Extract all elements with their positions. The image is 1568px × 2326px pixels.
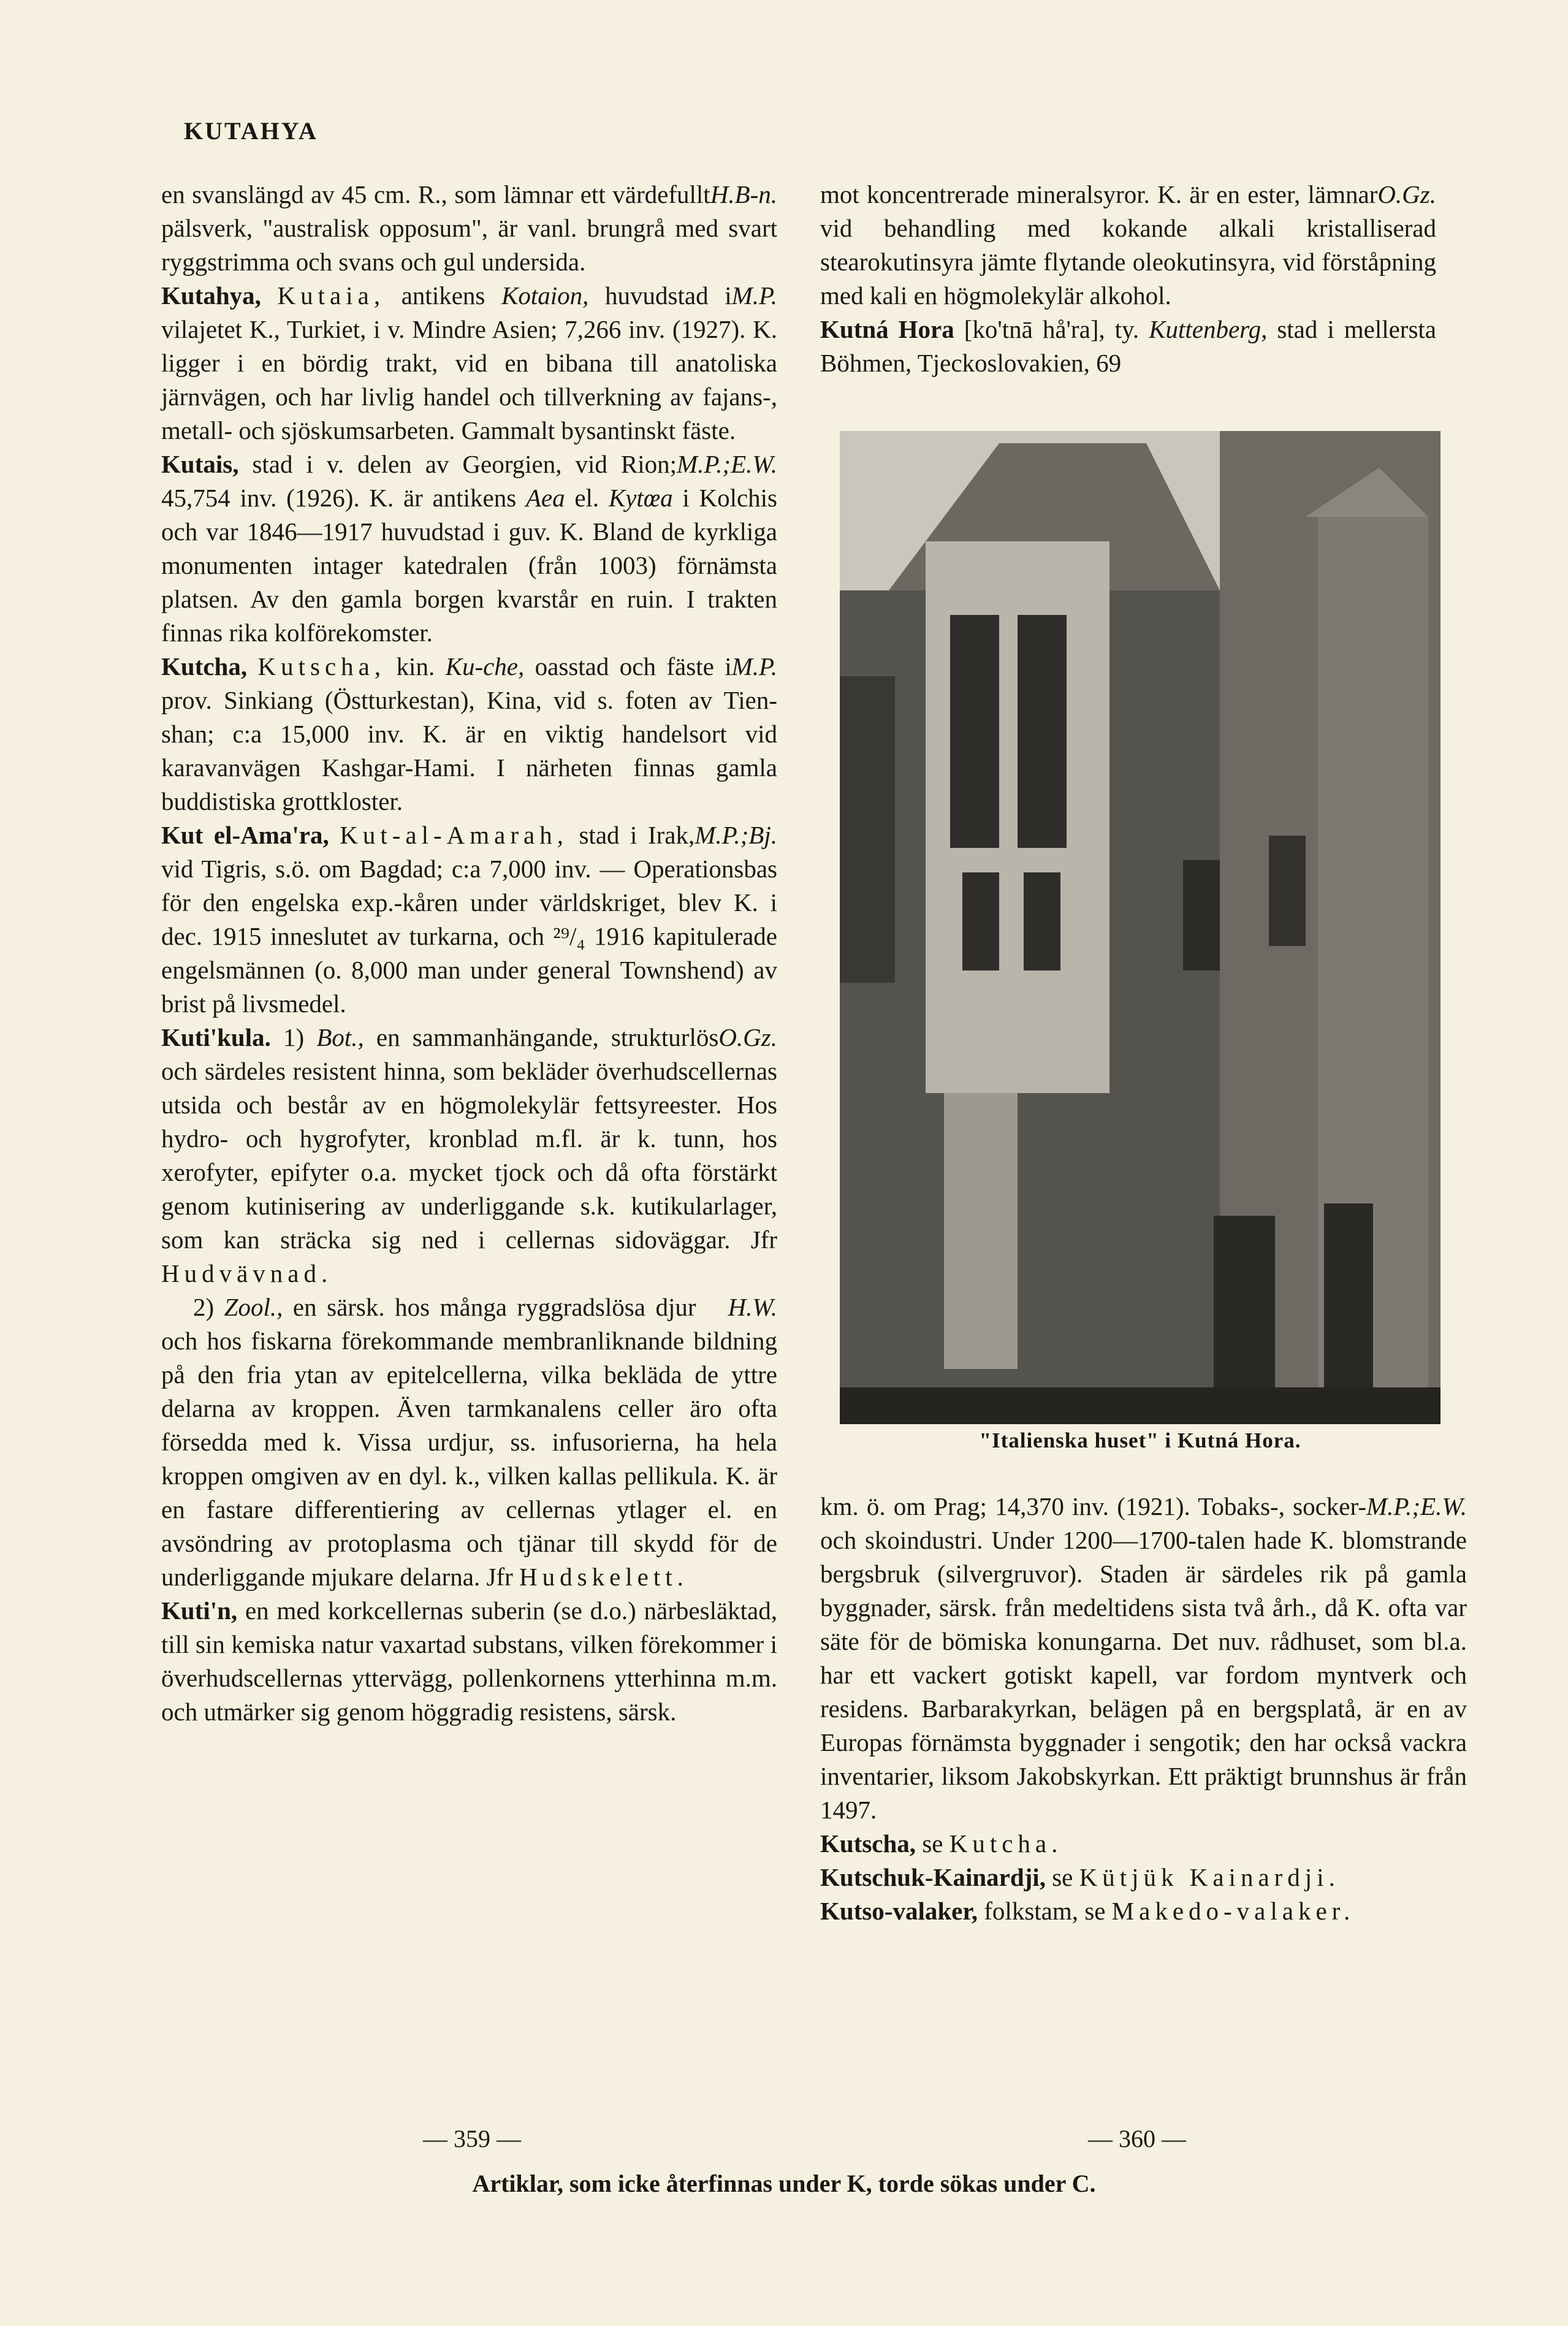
author-signature: H.B-n. (710, 180, 777, 208)
entry-text: stad i v. delen av Georgien, vid Rion; 45,754 inv. (1926). K. är antikens (161, 450, 677, 512)
figure-photo-italian-house (840, 431, 1441, 1424)
author-signature: M.P.;E.W. (677, 450, 777, 478)
right-column-bottom (820, 1490, 1467, 1928)
running-header: KUTAHYA (184, 117, 318, 145)
right-bottom-entry (820, 1827, 1467, 1861)
left-entry (161, 1021, 777, 1291)
headword: Kutná Hora (820, 315, 954, 343)
italic-term: Bot., (316, 1023, 364, 1051)
page-number-right: — 360 — (1088, 2125, 1186, 2153)
left-entry (161, 650, 777, 818)
headword: Kutso-valaker, (820, 1897, 978, 1925)
author-signature: H.W. (728, 1293, 777, 1321)
entry-text: oasstad och fäste i prov. Sinkiang (Östturkestan), Kina, vid s. foten av Tien-shan; c:a 15,000 inv. K. är en viktig handelsort vid karavanvägen Kashgar-Hami. I närheten finnas gamla buddistiska grottkloster. (161, 652, 777, 815)
left-column (161, 178, 777, 1729)
entry-text: en särsk. hos många ryggradslösa djur och hos fiskarna förekommande membranliknande bildning på den fria ytan av epitelcellerna, vilka bekläda de yttre delarna av kroppen. Även tarmkanalens celler äro ofta försedda med k. Vissa urdjur, ss. infusorierna, ha hela kroppen omgiven av en dyl. k., vilken kallas pellikula. K. är en fastare differentiering av cellernas ytlager el. en avsöndring av protoplasma och tjänar till skydd för de underliggande mjukare delarna. Jfr (161, 1293, 777, 1591)
headword: Kutcha, (161, 652, 248, 681)
entry-text: en sammanhängande, strukturlös och särdeles resistent hinna, som bekläder överhudscellernas utsida och består av en högmolekylär fettsyreester. Hos hydro- och hygrofyter, kronblad m.fl. är k. tunn, hos xerofyter, epifyter o.a. mycket tjock och då ofta förstärkt genom kutinisering av underliggande s.k. kutikularlager, som kan sträcka sig ned i cellernas sidoväggar. Jfr (161, 1023, 777, 1254)
entry-text: stad i Irak, vid Tigris, s.ö. om Bagdad; c:a 7,000 inv. — Operationsbas för den engelska exp.-kåren under världskriget, blev K. i dec. 1915 inneslutet av turkarna, och ²⁹/₄ 1916 kapitulerade engelsmännen (o. 8,000 man under general Townshend) av brist på livsmedel. (161, 821, 777, 1018)
entry-text: [ko'tnā hå'ra], ty. (954, 315, 1149, 343)
italic-term: Kuttenberg, (1149, 315, 1268, 343)
cross-reference: Makedo-valaker. (1111, 1897, 1355, 1925)
italic-term: Ku-che, (445, 652, 525, 681)
spaced-variant: Kutaia, (277, 281, 386, 310)
left-entry (161, 448, 777, 650)
entry-text: en svanslängd av 45 cm. R., som lämnar ett värdefullt pälsverk, "australisk opposum", är vanl. brungrå med svart ryggstrimma och svans och gul undersida. (161, 180, 777, 276)
spaced-variant: Kutscha, (257, 652, 386, 681)
entry-text: i Kolchis och var 1846—1917 huvudstad i guv. K. Bland de kyrkliga monumenten intager katedralen (från 1003) förnämsta platsen. Av den gamla borgen kvarstår en ruin. I trakten finnas rika kolförekomster. (161, 484, 777, 647)
right-top-entry (820, 313, 1436, 380)
right-column-top (820, 178, 1436, 380)
author-signature: M.P.;E.W. (1366, 1492, 1467, 1520)
entry-text: km. ö. om Prag; 14,370 inv. (1921). Tobaks-, socker- och skoindustri. Under 1200—1700-talen hade K. blomstrande bergsbruk (silvergruvor). Staden är särdeles rik på gamla byggnader, särsk. från medeltidens sista två årh., då K. ofta var säte för de bömiska konungarna. Det nuv. rådhuset, som bl.a. har ett vackert gotiskt kapell, var fordom myntverk och residens. Barbarakyrkan, belägen på en bergsplatå, är en av Europas förnämsta byggnader i sengotik; den har också vackra inventarier, liksom Jakobskyrkan. Ett präktigt brunnshus är från 1497. (820, 1492, 1467, 1824)
cross-reference: Hudskelett. (519, 1563, 688, 1591)
entry-text: el. (565, 484, 609, 512)
cross-reference: Hudvävnad. (161, 1259, 333, 1287)
footer-note: Artiklar, som icke återfinnas under K, torde sökas under C. (472, 2170, 1096, 2197)
entry-text: 1) (270, 1023, 317, 1051)
italic-term: Kotaion, (501, 281, 589, 310)
headword: Kutscha, (820, 1829, 916, 1858)
left-entry (161, 1291, 777, 1594)
right-bottom-entry (820, 1894, 1467, 1928)
page-number-left: — 359 — (423, 2125, 521, 2153)
headword: Kutschuk-Kainardji, (820, 1863, 1046, 1891)
italic-term: Aea (525, 484, 565, 512)
right-bottom-entry (820, 1861, 1467, 1894)
left-entry (161, 818, 777, 1021)
right-top-entry (820, 178, 1436, 313)
entry-text: mot koncentrerade mineralsyror. K. är en ester, lämnar vid behandling med kokande alkali kristalliserad stearokutinsyra jämte flytande oleokutinsyra, vid förståpning med kali en högmolekylär alkohol. (820, 180, 1436, 310)
entry-text: antikens (385, 281, 501, 310)
entry-text: stad i mellersta Böhmen, Tjeckoslovakien, 69 (820, 315, 1436, 377)
entry-text: se (916, 1829, 950, 1858)
headword: Kuti'kula. (161, 1023, 271, 1051)
entry-text: huvudstad i vilajetet K., Turkiet, i v. Mindre Asien; 7,266 inv. (1927). K. ligger i en bördig trakt, vid en bibana till anatoliska järnvägen, och har livlig handel och tillverkning av fajans-, metall- och sjöskumsarbeten. Gammalt bysantinskt fäste. (161, 281, 777, 444)
entry-text: se (1045, 1863, 1079, 1891)
author-signature: M.P. (731, 652, 777, 681)
cross-reference: Kütjük Kainardji. (1079, 1863, 1340, 1891)
entry-text: folkstam, se (978, 1897, 1112, 1925)
headword: Kuti'n, (161, 1596, 238, 1625)
author-signature: M.P. (731, 281, 777, 310)
headword: Kutais, (161, 450, 239, 478)
author-signature: M.P.;Bj. (695, 821, 777, 849)
left-entry (161, 1594, 777, 1729)
author-signature: O.Gz. (718, 1023, 777, 1051)
entry-text: kin. (386, 652, 446, 681)
italic-term: Zool., (224, 1293, 283, 1321)
author-signature: O.Gz. (1377, 180, 1436, 208)
left-entry (161, 279, 777, 448)
headword: Kutahya, (161, 281, 261, 310)
left-entry (161, 178, 777, 279)
italic-term: Kytœa (608, 484, 673, 512)
cross-reference: Kutcha. (949, 1829, 1063, 1858)
figure-caption: "Italienska huset" i Kutná Hora. (979, 1428, 1301, 1452)
right-bottom-entry (820, 1490, 1467, 1827)
entry-text: en med korkcellernas suberin (se d.o.) närbesläktad, till sin kemiska natur vaxartad substans, vilken förekommer i överhudscellernas yttervägg, pollenkornens ytterhinna m.m. och utmärker sig genom höggradig resistens, särsk. (161, 1596, 777, 1726)
spaced-variant: Kut-al-Amarah, (340, 821, 568, 849)
entry-text: 2) (193, 1293, 224, 1321)
headword: Kut el-Ama'ra, (161, 821, 329, 849)
